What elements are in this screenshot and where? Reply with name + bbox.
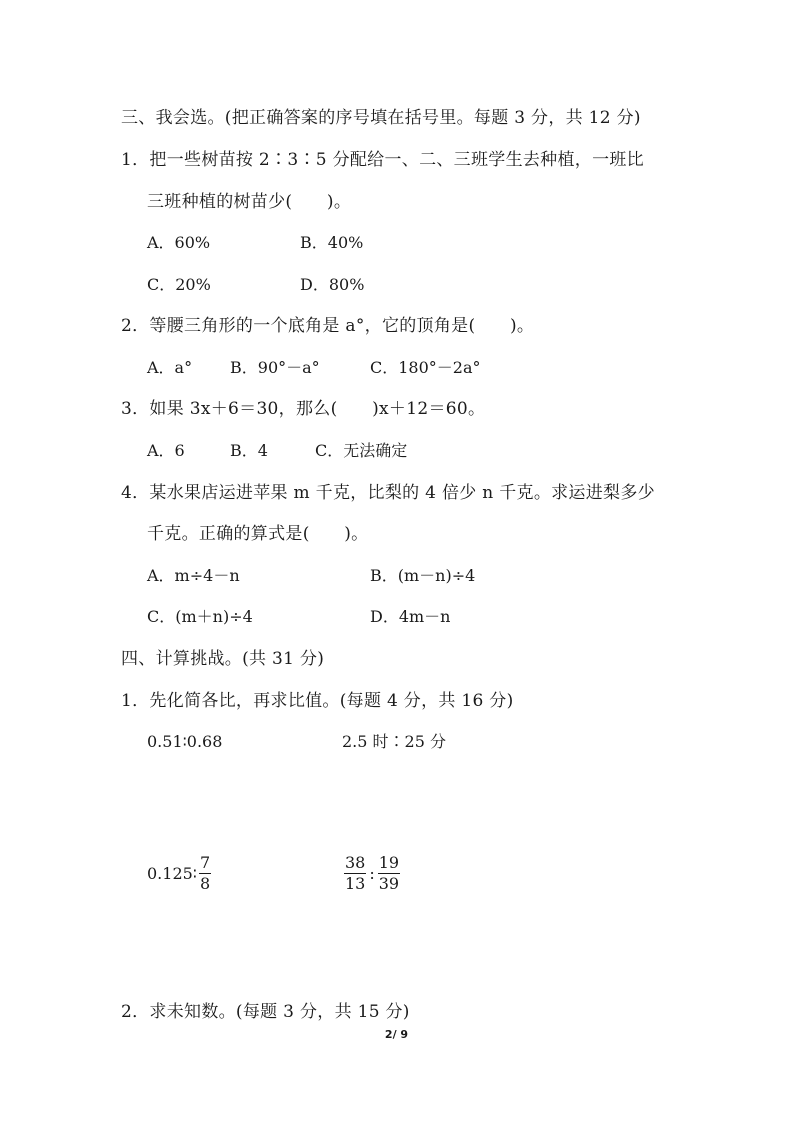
page-number: 2/ 9 [384,1028,409,1041]
q3-option-c: C．无法确定 [315,441,408,460]
q1-option-d: D．80% [300,275,365,294]
q4-option-c: C．(m＋n)÷4 [147,607,253,626]
q4-option-b: B．(m－n)÷4 [370,566,476,585]
q2-line1: 2．等腰三角形的一个底角是 a°，它的顶角是( )。 [121,316,535,336]
ratio-item-4 [342,853,402,894]
ratio-item-3 [147,853,213,894]
q4-option-a: A．m÷4－n [147,566,240,585]
fraction-19-39 [378,853,400,894]
q2-option-b: B．90°－a° [230,358,320,377]
part1-title: 1．先化简各比，再求比值。(每题 4 分，共 16 分) [121,691,514,711]
fraction-denominator: 8 [199,874,211,893]
q4-line2: 千克。正确的算式是( )。 [147,524,369,544]
ratio-item-2: 2.5 时∶25 分 [342,732,446,751]
section4-title: 四、计算挑战。(共 31 分) [121,649,325,669]
fraction-38-13 [344,853,366,894]
ratio-separator: : [369,864,375,883]
fraction-7-8 [199,853,211,894]
q2-option-c: C．180°－2a° [370,358,481,377]
ratio-item-3-prefix: 0.125∶ [147,864,197,883]
q3-option-a: A．6 [147,441,185,460]
q4-line1: 4．某水果店运进苹果 m 千克，比梨的 4 倍少 n 千克。求运进梨多少 [121,483,655,503]
fraction-numerator: 19 [378,853,400,872]
fraction-numerator: 38 [345,853,366,872]
fraction-numerator: 7 [199,853,211,872]
part2-title: 2．求未知数。(每题 3 分，共 15 分) [121,1002,410,1022]
q1-option-a: A．60% [147,233,211,252]
fraction-denominator: 39 [378,874,400,893]
q1-line2: 三班种植的树苗少( )。 [147,192,352,212]
q4-option-d: D．4m－n [370,607,451,626]
q3-line1: 3．如果 3x＋6＝30，那么( )x＋12＝60。 [121,399,486,419]
fraction-denominator: 13 [345,874,366,893]
q1-option-b: B．40% [300,233,364,252]
section3-title: 三、我会选。(把正确答案的序号填在括号里。每题 3 分，共 12 分) [121,108,641,128]
ratio-item-1: 0.51∶0.68 [147,732,223,751]
q1-option-c: C．20% [147,275,211,294]
q3-option-b: B．4 [230,441,268,460]
q1-line1: 1．把一些树苗按 2∶3∶5 分配给一、二、三班学生去种植，一班比 [121,150,644,170]
q2-option-a: A．a° [147,358,193,377]
